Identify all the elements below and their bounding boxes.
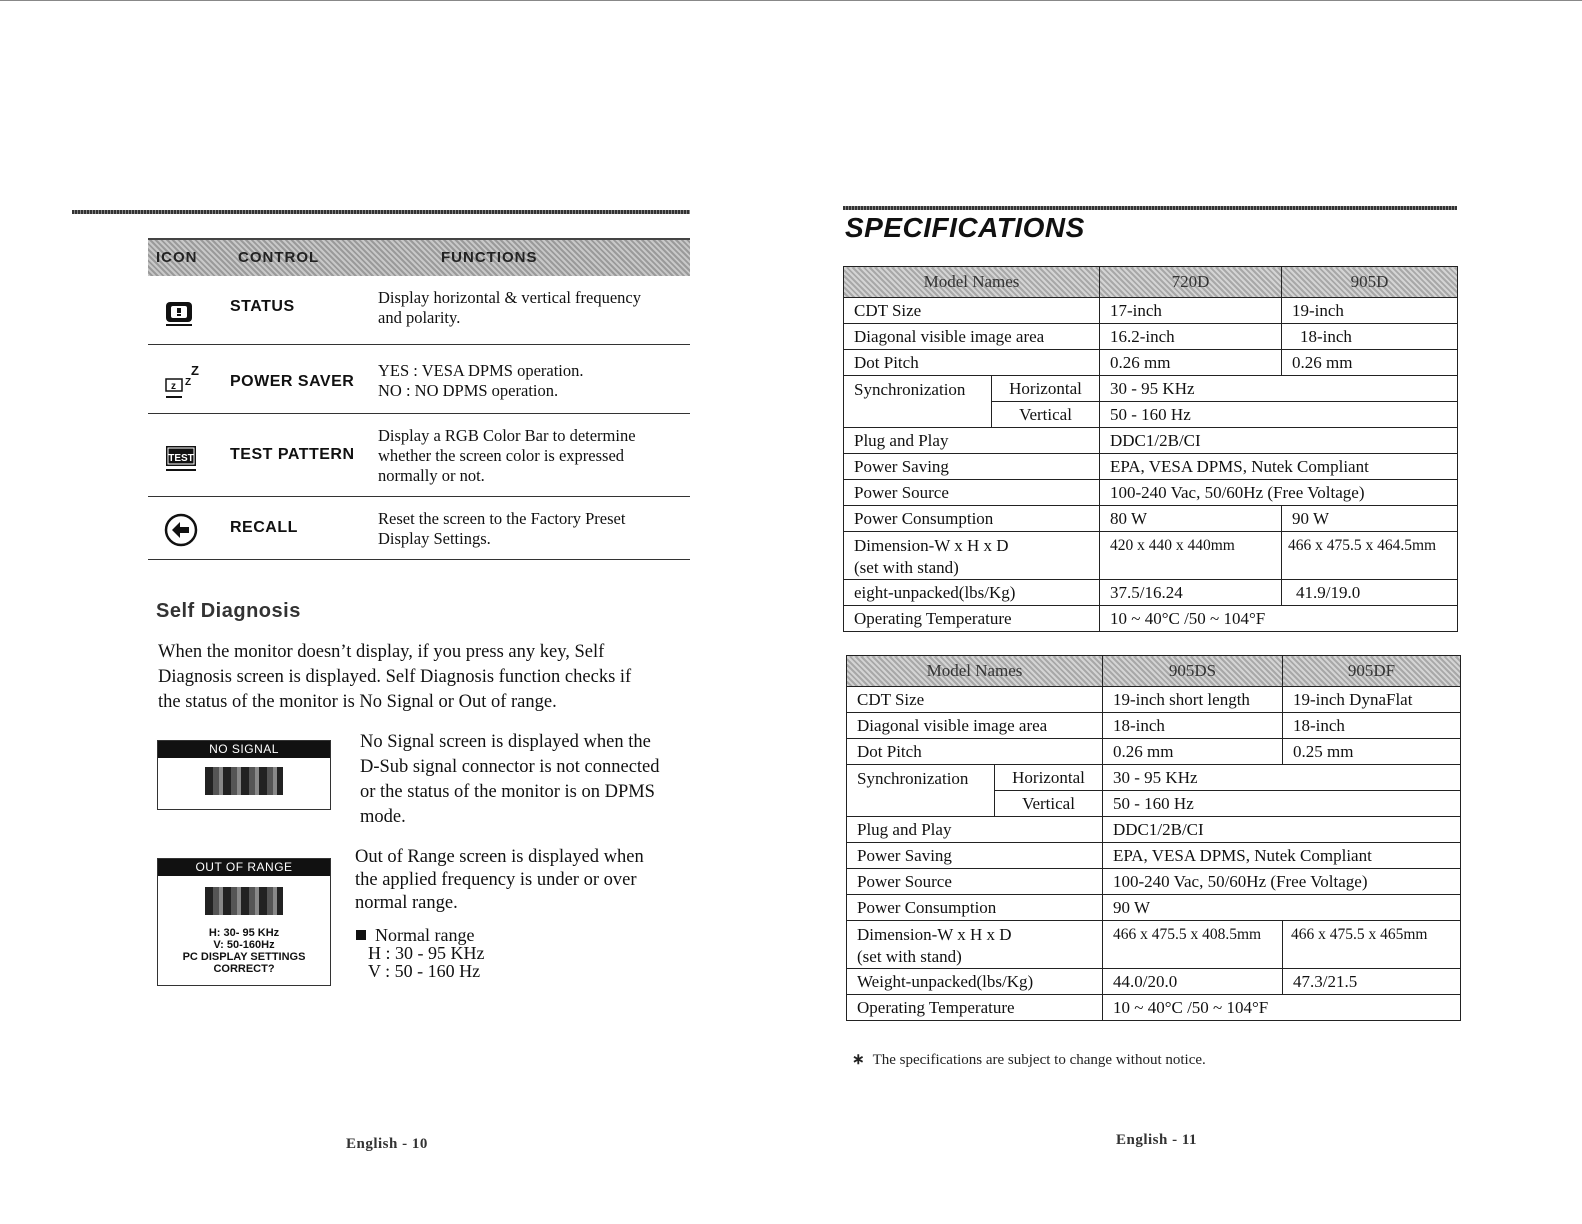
table-row: Power Consumption 90 W [847,895,1461,921]
page-number-left: English - 10 [346,1136,428,1152]
normal-range-title: Normal range [356,926,484,944]
control-label: RECALL [230,519,298,536]
table-row: Plug and Play DDC1/2B/CI [847,817,1461,843]
table-row: Power Source 100-240 Vac, 50/60Hz (Free Voltage) [847,869,1461,895]
table-row: Synchronization Horizontal 30 - 95 KHz [844,376,1458,402]
spec-note: ∗ The specifications are subject to change without notice. [852,1052,1206,1068]
table-row: Power Saving EPA, VESA DPMS, Nutek Compliant [847,843,1461,869]
table-row: Vertical 50 - 160 Hz [844,402,1458,428]
osd-pattern [205,887,283,915]
svg-text:z: z [171,381,176,392]
spec-table-1 [843,266,1458,632]
function-text: Display horizontal & vertical frequency and polarity. [378,288,641,327]
control-label: TEST PATTERN [230,446,355,463]
table-row: Dimension-W x H x D (set with stand) 420 x 440 x 440mm 466 x 475.5 x 464.5mm [844,532,1458,580]
status-icon [164,298,194,328]
table-row: Power Saving EPA, VESA DPMS, Nutek Compliant [844,454,1458,480]
normal-range: Normal range H : 30 - 95 KHz V : 50 - 160 Hz [356,926,484,980]
table-row: Power Source 100-240 Vac, 50/60Hz (Free Voltage) [844,480,1458,506]
out-of-range-osd-text: H: 30- 95 KHz V: 50-160Hz PC DISPLAY SETTINGS CORRECT? [182,927,306,975]
function-text: Reset the screen to the Factory Preset Display Settings. [378,509,626,548]
table-row: Vertical 50 - 160 Hz [847,791,1461,817]
svg-text:Z: Z [191,363,199,378]
power-saver-icon [164,363,200,403]
header-control: CONTROL [238,249,320,266]
table-row: Weight-unpacked(lbs/Kg) 44.0/20.0 47.3/21.5 [847,969,1461,995]
out-of-range-osd [157,858,331,986]
page-top-rule [0,0,1582,1]
table-row: Synchronization Horizontal 30 - 95 KHz [847,765,1461,791]
table-row: Plug and Play DDC1/2B/CI [844,428,1458,454]
table-row [148,345,690,414]
table-header-row: Model Names 905DS 905DF [847,656,1461,687]
no-signal-osd [157,740,331,810]
no-signal-bar: NO SIGNAL [158,741,330,758]
test-pattern-icon [164,444,198,474]
bullet-icon [356,930,366,940]
recall-icon [164,513,198,547]
page-number-right: English - 11 [1116,1132,1198,1148]
header-functions: FUNCTIONS [441,249,538,266]
osd-pattern [205,767,283,795]
svg-text:Z: Z [185,377,192,388]
header-icon: ICON [156,249,198,266]
table-row: CDT Size 17-inch 19-inch [844,298,1458,324]
spec-table-2 [846,655,1461,1021]
left-header-rule [72,210,690,214]
table-row: eight-unpacked(lbs/Kg) 37.5/16.24 41.9/19.0 [844,580,1458,606]
table-row: CDT Size 19-inch short length 19-inch DynaFlat [847,687,1461,713]
control-label: POWER SAVER [230,373,355,390]
table-row: Dimension-W x H x D (set with stand) 466 x 475.5 x 408.5mm 466 x 475.5 x 465mm [847,921,1461,969]
table-row [148,497,690,560]
table-row: Diagonal visible image area 16.2-inch 18-inch [844,324,1458,350]
svg-text:TEST: TEST [168,453,194,464]
table-header-row: Model Names 720D 905D [844,267,1458,298]
table-row: Power Consumption 80 W 90 W [844,506,1458,532]
self-diagnosis-body: When the monitor doesn’t display, if you press any key, Self Diagnosis screen is displayed. Self Diagnosis function checks if the status of the monitor is No Signal or Out of range. [158,642,632,712]
out-of-range-bar: OUT OF RANGE [158,859,330,876]
table-row: Dot Pitch 0.26 mm 0.25 mm [847,739,1461,765]
table-row: Diagonal visible image area 18-inch 18-inch [847,713,1461,739]
table-row: Dot Pitch 0.26 mm 0.26 mm [844,350,1458,376]
control-label: STATUS [230,298,295,315]
icon-control-table [148,238,690,560]
no-signal-description: No Signal screen is displayed when the D-Sub signal connector is not connected or the status of the monitor is on DPMS mode. [360,732,660,827]
function-text: Display a RGB Color Bar to determine whether the screen color is expressed normally or not. [378,426,636,485]
self-diagnosis-title: Self Diagnosis [156,600,301,622]
table-row: Operating Temperature 10 ~ 40°C /50 ~ 104°F [844,606,1458,632]
table-row [148,414,690,497]
icon-table-header [148,238,690,276]
specifications-title: SPECIFICATIONS [845,212,1085,243]
table-row: Operating Temperature 10 ~ 40°C /50 ~ 104°F [847,995,1461,1021]
table-row [148,276,690,345]
right-header-rule [843,206,1457,210]
out-of-range-description: Out of Range screen is displayed when the applied frequency is under or over normal range. [355,847,644,913]
asterisk-icon: ∗ [852,1052,865,1068]
function-text: YES : VESA DPMS operation. NO : NO DPMS operation. [378,361,584,400]
